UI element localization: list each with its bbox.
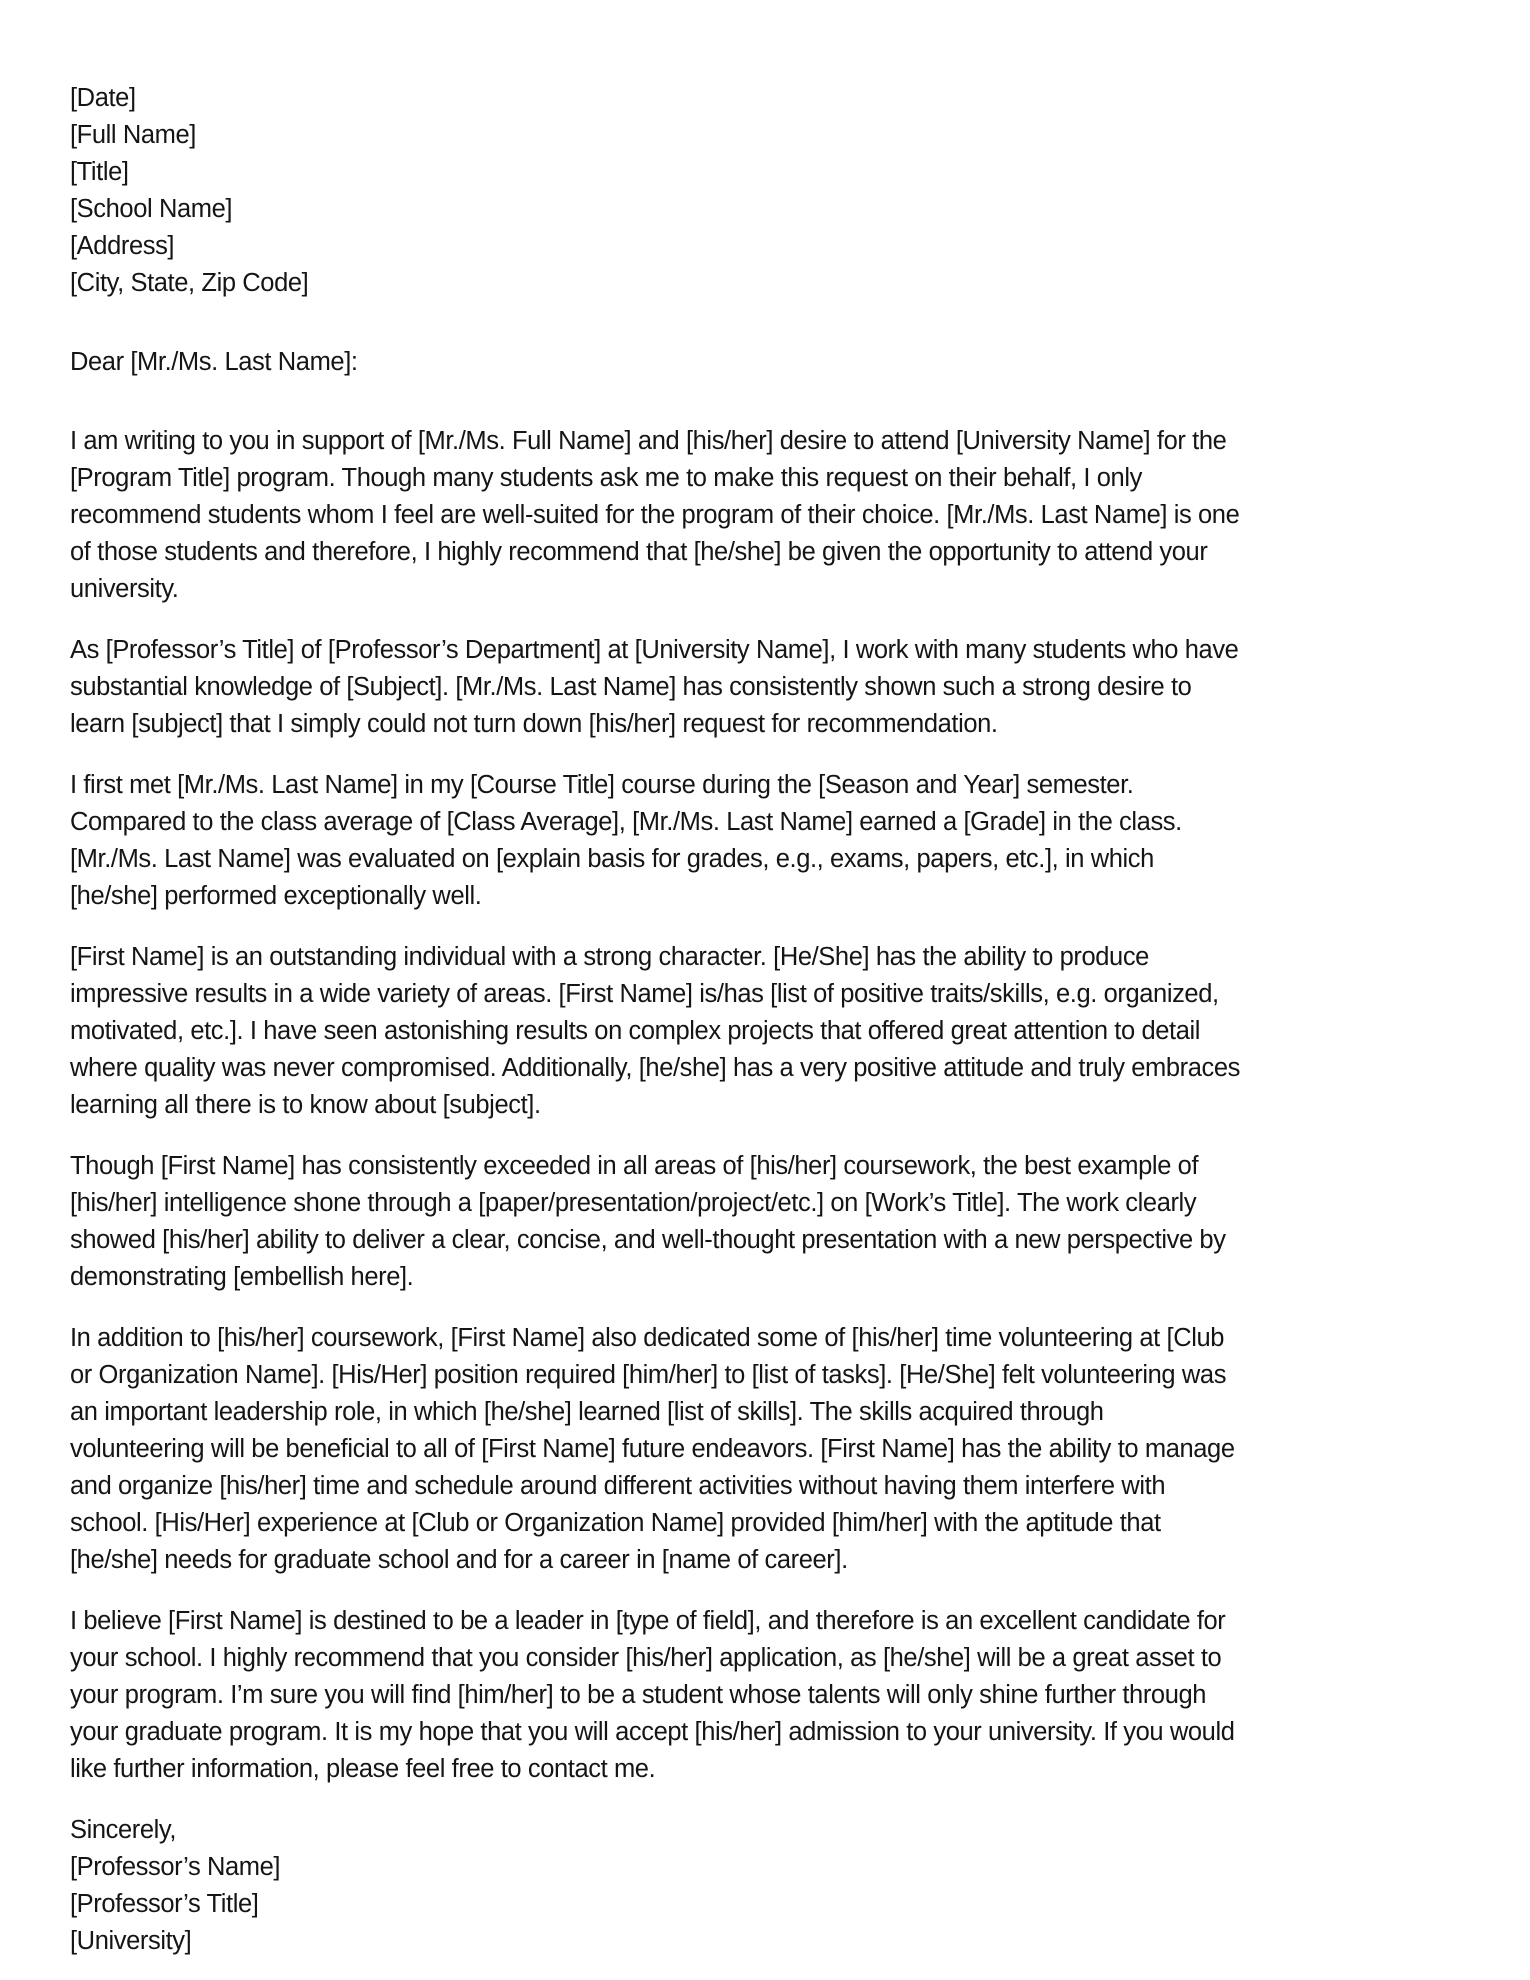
closing-sign-off: Sincerely,	[70, 1816, 177, 1844]
signature-line-university: [University]	[70, 1927, 192, 1955]
sender-line-title: [Title]	[70, 158, 129, 186]
body-paragraph-6: In addition to [his/her] coursework, [First Name] also dedicated some of [his/her] time volunteering at [Club or Organization Name]. [His/Her] position required [him/her] to [list of tasks]. [He/She] felt volunteering was an important leadership role, in which [he/she] learned [list of skills]. The skills acquired through volunteering will be beneficial to all of [First Name] future endeavors. [First Name] has the ability to manage and organize [his/her] time and schedule around different activities without having them interfere with school. [His/Her] experience at [Club or Organization Name] provided [him/her] with the aptitude that [he/she] needs for graduate school and for a career in [name of career].	[70, 1324, 1235, 1574]
sender-address-block	[70, 80, 1240, 302]
body-paragraph-4: [First Name] is an outstanding individual with a strong character. [He/She] has the ability to produce impressive results in a wide variety of areas. [First Name] is/has [list of positive traits/skills, e.g. organized, motivated, etc.]. I have seen astonishing results on complex projects that offered great attention to detail where quality was never compromised. Additionally, [he/she] has a very positive attitude and truly embraces learning all there is to know about [subject].	[70, 943, 1241, 1119]
sender-line-date: [Date]	[70, 84, 136, 112]
sender-line-full-name: [Full Name]	[70, 121, 196, 149]
sender-line-school-name: [School Name]	[70, 195, 233, 223]
body-paragraph-1: I am writing to you in support of [Mr./Ms. Full Name] and [his/her] desire to attend [University Name] for the [Program Title] program. Though many students ask me to make this request on their behalf, I only recommend students whom I feel are well-suited for the program of their choice. [Mr./Ms. Last Name] is one of those students and therefore, I highly recommend that [he/she] be given the opportunity to attend your university.	[70, 427, 1240, 603]
signature-line-professor-name: [Professor’s Name]	[70, 1853, 281, 1881]
signature-line-professor-title: [Professor’s Title]	[70, 1890, 259, 1918]
sender-line-city-state-zip: [City, State, Zip Code]	[70, 269, 309, 297]
body-paragraph-7: I believe [First Name] is destined to be a leader in [type of field], and therefore is an excellent candidate for your school. I highly recommend that you consider [his/her] application, as [he/she] will be a great asset to your program. I’m sure you will find [him/her] to be a student whose talents will only shine further through your graduate program. It is my hope that you will accept [his/her] admission to your university. If you would like further information, please feel free to contact me.	[70, 1607, 1235, 1783]
sender-line-address: [Address]	[70, 232, 175, 260]
salutation: Dear [Mr./Ms. Last Name]:	[70, 348, 358, 376]
body-paragraph-2: As [Professor’s Title] of [Professor’s Department] at [University Name], I work with many students who have substantial knowledge of [Subject]. [Mr./Ms. Last Name] has consistently shown such a strong desire to learn [subject] that I simply could not turn down [his/her] request for recommendation.	[70, 636, 1239, 738]
signature-block	[70, 1812, 1240, 1960]
body-paragraph-5: Though [First Name] has consistently exceeded in all areas of [his/her] coursework, the best example of [his/her] intelligence shone through a [paper/presentation/project/etc.] on [Work’s Title]. The work clearly showed [his/her] ability to deliver a clear, concise, and well-thought presentation with a new perspective by demonstrating [embellish here].	[70, 1152, 1226, 1291]
body-paragraph-3: I first met [Mr./Ms. Last Name] in my [Course Title] course during the [Season and Year] semester. Compared to the class average of [Class Average], [Mr./Ms. Last Name] earned a [Grade] in the class. [Mr./Ms. Last Name] was evaluated on [explain basis for grades, e.g., exams, papers, etc.], in which [he/she] performed exceptionally well.	[70, 771, 1182, 910]
